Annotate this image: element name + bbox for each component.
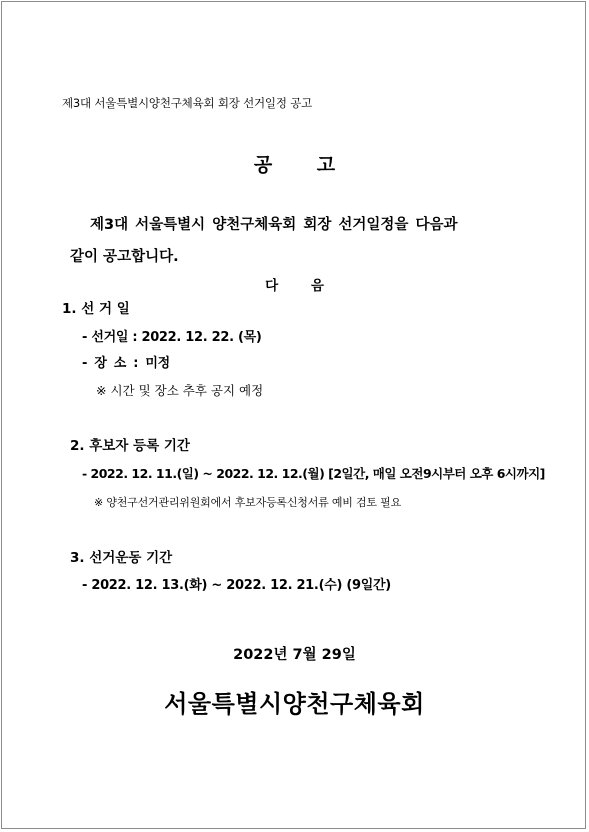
announcement-date: 2022년 7월 29일 — [233, 647, 356, 663]
section-heading-campaign: 3. 선거운동 기간 — [70, 550, 173, 566]
section-heading-election-day: 1. 선 거 일 — [62, 301, 130, 317]
election-place-item: - 장 소 : 미정 — [82, 356, 170, 371]
intro-line-1: 제3대 서울특별시 양천구체육회 회장 선거일정을 다음과 — [90, 217, 458, 233]
registration-period-item: - 2022. 12. 11.(일) ~ 2022. 12. 12.(월) [2일간, 매일 오전9시부터 오후 6시까지] — [82, 466, 545, 481]
da-eum-heading: 다 음 — [265, 278, 324, 294]
election-note: ※ 시간 및 장소 추후 공지 예정 — [96, 383, 264, 398]
campaign-period-item: - 2022. 12. 13.(화) ~ 2022. 12. 21.(수) (9일간) — [82, 578, 391, 593]
election-date-item: - 선거일 : 2022. 12. 22. (목) — [82, 330, 262, 345]
intro-line-2: 같이 공고합니다. — [70, 249, 179, 265]
section-heading-registration: 2. 후보자 등록 기간 — [70, 438, 190, 454]
document-header: 제3대 서울특별시양천구체육회 회장 선거일정 공고 — [62, 96, 313, 110]
notice-title: 공 고 — [253, 154, 336, 176]
organization-name: 서울특별시양천구체육회 — [164, 690, 425, 718]
registration-note: ※ 양천구선거관리위원회에서 후보자등록신청서류 예비 검토 필요 — [94, 496, 401, 509]
